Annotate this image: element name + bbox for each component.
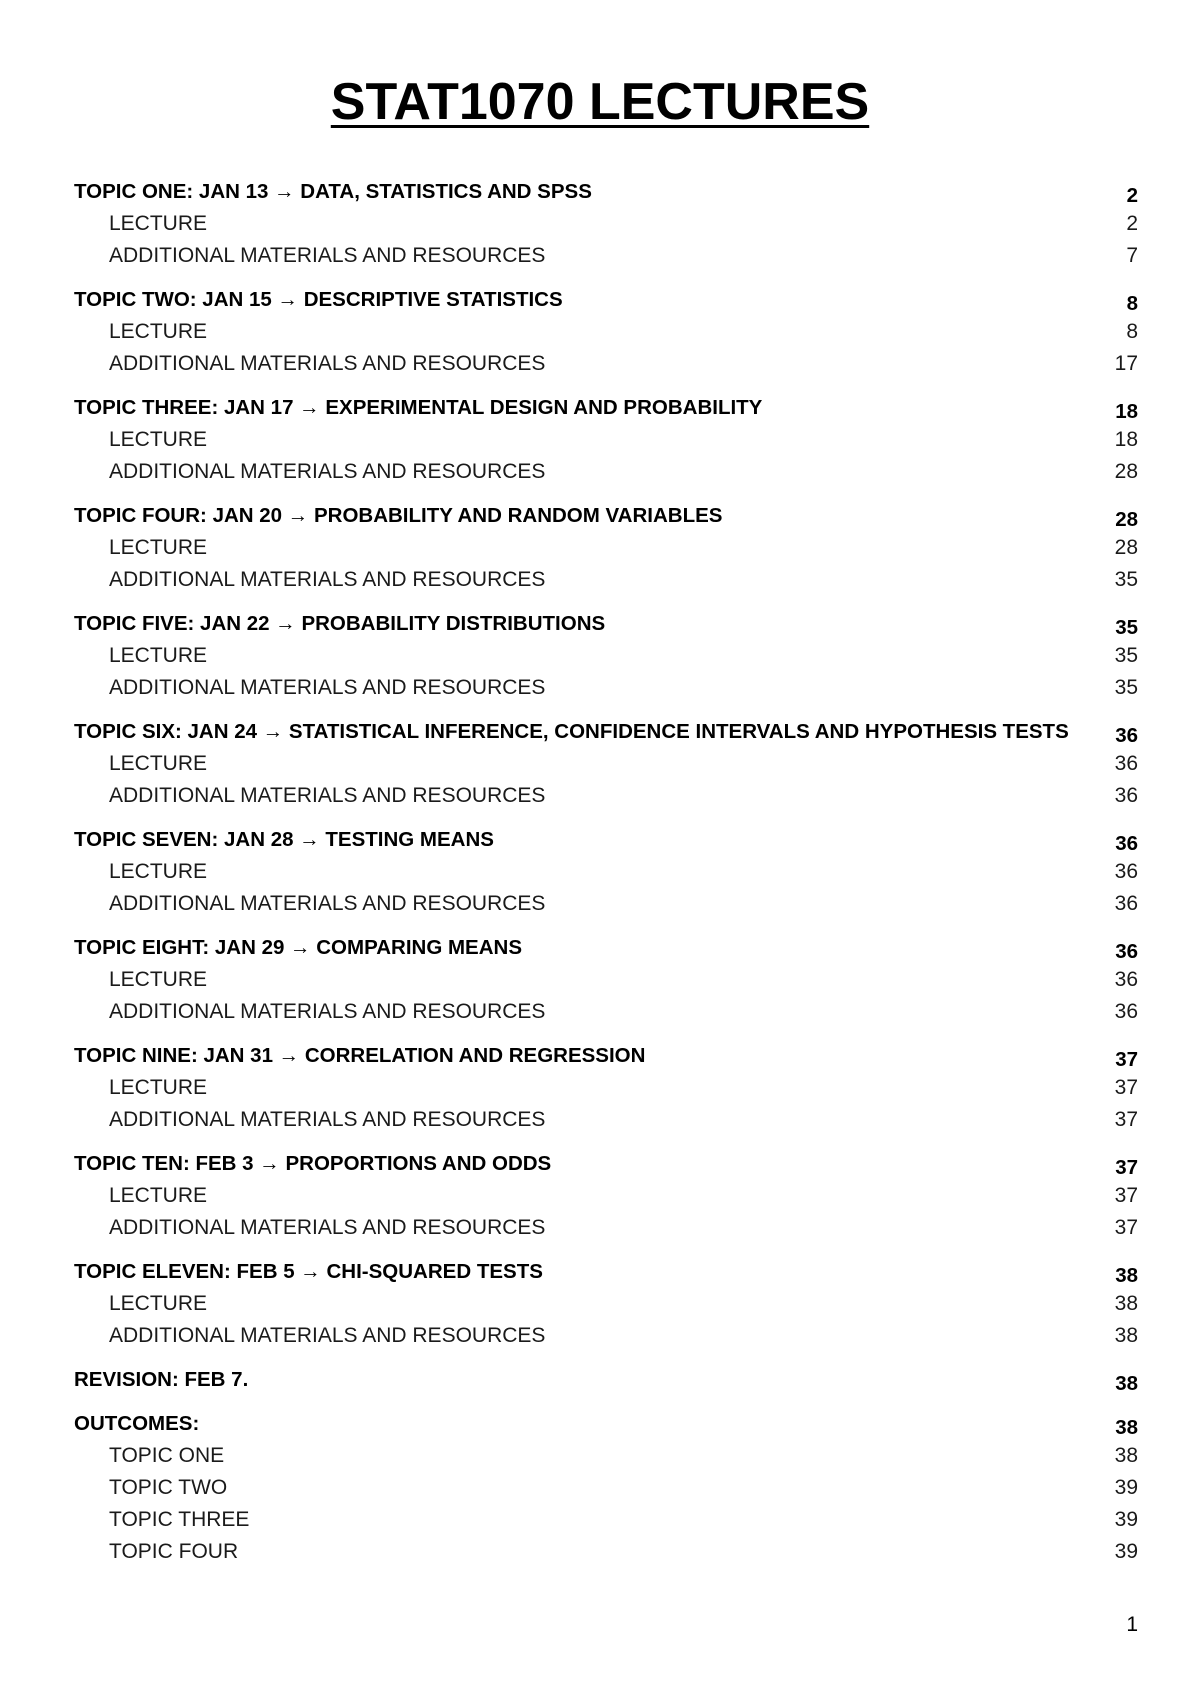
toc-entry-page-number: 37 bbox=[1114, 1184, 1138, 1207]
toc-sub-entry[interactable] bbox=[74, 780, 1138, 812]
toc-entry-page-number: 28 bbox=[1115, 508, 1138, 531]
toc-entry-page-number: 37 bbox=[1114, 1076, 1138, 1099]
toc-entry-label: LECTURE bbox=[109, 212, 208, 235]
toc-entry-label: ADDITIONAL MATERIALS AND RESOURCES bbox=[109, 892, 546, 915]
toc-entry-label: TOPIC TWO: JAN 15 → DESCRIPTIVE STATISTICS bbox=[74, 288, 563, 311]
toc-entry-label: TOPIC FIVE: JAN 22 → PROBABILITY DISTRIBUTIONS bbox=[74, 612, 606, 635]
toc-entry-label: LECTURE bbox=[109, 860, 208, 883]
toc-sub-entry[interactable] bbox=[74, 748, 1138, 780]
toc-topic-entry[interactable] bbox=[74, 176, 1138, 208]
toc-entry-label: TOPIC SIX: JAN 24 → STATISTICAL INFERENCE, CONFIDENCE INTERVALS AND HYPOTHESIS TESTS bbox=[74, 720, 1069, 743]
toc-entry-page-number: 39 bbox=[1114, 1508, 1138, 1531]
toc-entry-label: OUTCOMES: bbox=[74, 1412, 200, 1435]
toc-topic-entry[interactable] bbox=[74, 1364, 1138, 1396]
toc-entry-label: TOPIC ONE bbox=[109, 1444, 225, 1467]
toc-entry-label: LECTURE bbox=[109, 968, 208, 991]
toc-topic-entry[interactable] bbox=[74, 392, 1138, 424]
toc-entry-page-number: 8 bbox=[1126, 320, 1138, 343]
toc-entry-label: ADDITIONAL MATERIALS AND RESOURCES bbox=[109, 244, 546, 267]
toc-entry-page-number: 36 bbox=[1115, 724, 1138, 747]
toc-entry-label: ADDITIONAL MATERIALS AND RESOURCES bbox=[109, 352, 546, 375]
toc-entry-page-number: 36 bbox=[1115, 832, 1138, 855]
toc-entry-label: TOPIC THREE: JAN 17 → EXPERIMENTAL DESIGN AND PROBABILITY bbox=[74, 396, 763, 419]
toc-entry-label: REVISION: FEB 7. bbox=[74, 1368, 249, 1391]
toc-sub-entry[interactable] bbox=[74, 1072, 1138, 1104]
toc-sub-entry[interactable] bbox=[74, 1440, 1138, 1472]
toc-entry-page-number: 38 bbox=[1114, 1444, 1138, 1467]
toc-topic-entry[interactable] bbox=[74, 608, 1138, 640]
toc-entry-label: ADDITIONAL MATERIALS AND RESOURCES bbox=[109, 568, 546, 591]
toc-entry-label: LECTURE bbox=[109, 1292, 208, 1315]
toc-entry-label: ADDITIONAL MATERIALS AND RESOURCES bbox=[109, 1216, 546, 1239]
toc-entry-page-number: 38 bbox=[1115, 1264, 1138, 1287]
toc-sub-entry[interactable] bbox=[74, 1472, 1138, 1504]
toc-entry-page-number: 8 bbox=[1126, 292, 1138, 315]
toc-entry-page-number: 35 bbox=[1114, 644, 1138, 667]
toc-entry-label: TOPIC EIGHT: JAN 29 → COMPARING MEANS bbox=[74, 936, 523, 959]
toc-entry-page-number: 17 bbox=[1114, 352, 1138, 375]
toc-entry-label: TOPIC ELEVEN: FEB 5 → CHI-SQUARED TESTS bbox=[74, 1260, 543, 1283]
toc-entry-label: LECTURE bbox=[109, 428, 208, 451]
toc-entry-page-number: 38 bbox=[1115, 1372, 1138, 1395]
toc-sub-entry[interactable] bbox=[74, 1536, 1138, 1568]
toc-sub-entry[interactable] bbox=[74, 348, 1138, 380]
document-title-wrapper bbox=[0, 72, 1200, 132]
toc-entry-page-number: 28 bbox=[1114, 460, 1138, 483]
footer-page-number: 1 bbox=[1126, 1613, 1138, 1636]
toc-entry-page-number: 7 bbox=[1126, 244, 1138, 267]
toc-sub-entry[interactable] bbox=[74, 424, 1138, 456]
toc-entry-page-number: 37 bbox=[1115, 1048, 1138, 1071]
table-of-contents bbox=[74, 176, 1138, 1568]
toc-topic-entry[interactable] bbox=[74, 500, 1138, 532]
toc-topic-entry[interactable] bbox=[74, 716, 1138, 748]
toc-sub-entry[interactable] bbox=[74, 456, 1138, 488]
toc-sub-entry[interactable] bbox=[74, 1320, 1138, 1352]
toc-sub-entry[interactable] bbox=[74, 532, 1138, 564]
toc-entry-page-number: 38 bbox=[1114, 1324, 1138, 1347]
toc-sub-entry[interactable] bbox=[74, 856, 1138, 888]
document-title: STAT1070 LECTURES bbox=[330, 73, 870, 131]
toc-entry-label: TOPIC TWO bbox=[109, 1476, 228, 1499]
toc-entry-page-number: 36 bbox=[1114, 892, 1138, 915]
toc-topic-entry[interactable] bbox=[74, 284, 1138, 316]
toc-sub-entry[interactable] bbox=[74, 316, 1138, 348]
toc-topic-entry[interactable] bbox=[74, 932, 1138, 964]
toc-entry-page-number: 37 bbox=[1114, 1108, 1138, 1131]
toc-topic-entry[interactable] bbox=[74, 1256, 1138, 1288]
toc-sub-entry[interactable] bbox=[74, 672, 1138, 704]
toc-entry-page-number: 35 bbox=[1115, 616, 1138, 639]
toc-entry-label: LECTURE bbox=[109, 536, 208, 559]
toc-sub-entry[interactable] bbox=[74, 1180, 1138, 1212]
toc-entry-page-number: 38 bbox=[1115, 1416, 1138, 1439]
toc-entry-label: LECTURE bbox=[109, 1076, 208, 1099]
toc-entry-page-number: 36 bbox=[1114, 860, 1138, 883]
toc-sub-entry[interactable] bbox=[74, 208, 1138, 240]
toc-entry-label: ADDITIONAL MATERIALS AND RESOURCES bbox=[109, 460, 546, 483]
toc-topic-entry[interactable] bbox=[74, 1040, 1138, 1072]
toc-entry-page-number: 35 bbox=[1114, 676, 1138, 699]
toc-sub-entry[interactable] bbox=[74, 1288, 1138, 1320]
toc-entry-page-number: 28 bbox=[1114, 536, 1138, 559]
toc-sub-entry[interactable] bbox=[74, 640, 1138, 672]
toc-entry-label: ADDITIONAL MATERIALS AND RESOURCES bbox=[109, 676, 546, 699]
toc-sub-entry[interactable] bbox=[74, 888, 1138, 920]
toc-entry-label: TOPIC ONE: JAN 13 → DATA, STATISTICS AND SPSS bbox=[74, 180, 592, 203]
toc-entry-page-number: 38 bbox=[1114, 1292, 1138, 1315]
toc-entry-page-number: 37 bbox=[1115, 1156, 1138, 1179]
toc-entry-page-number: 36 bbox=[1114, 784, 1138, 807]
toc-entry-page-number: 37 bbox=[1114, 1216, 1138, 1239]
toc-entry-label: TOPIC SEVEN: JAN 28 → TESTING MEANS bbox=[74, 828, 494, 851]
toc-sub-entry[interactable] bbox=[74, 564, 1138, 596]
toc-sub-entry[interactable] bbox=[74, 1212, 1138, 1244]
toc-entry-page-number: 39 bbox=[1114, 1476, 1138, 1499]
toc-sub-entry[interactable] bbox=[74, 1104, 1138, 1136]
toc-entry-label: ADDITIONAL MATERIALS AND RESOURCES bbox=[109, 1108, 546, 1131]
toc-entry-label: LECTURE bbox=[109, 644, 208, 667]
toc-sub-entry[interactable] bbox=[74, 240, 1138, 272]
toc-entry-page-number: 36 bbox=[1114, 752, 1138, 775]
toc-sub-entry[interactable] bbox=[74, 1504, 1138, 1536]
toc-entry-label: ADDITIONAL MATERIALS AND RESOURCES bbox=[109, 1324, 546, 1347]
toc-entry-page-number: 35 bbox=[1114, 568, 1138, 591]
toc-entry-page-number: 2 bbox=[1126, 212, 1138, 235]
toc-entry-page-number: 18 bbox=[1114, 428, 1138, 451]
toc-entry-page-number: 36 bbox=[1114, 968, 1138, 991]
toc-topic-entry[interactable] bbox=[74, 1148, 1138, 1180]
toc-sub-entry[interactable] bbox=[74, 964, 1138, 996]
toc-entry-label: TOPIC FOUR: JAN 20 → PROBABILITY AND RANDOM VARIABLES bbox=[74, 504, 723, 527]
toc-entry-label: TOPIC FOUR bbox=[109, 1540, 239, 1563]
toc-entry-label: ADDITIONAL MATERIALS AND RESOURCES bbox=[109, 784, 546, 807]
toc-entry-label: LECTURE bbox=[109, 1184, 208, 1207]
toc-entry-page-number: 39 bbox=[1114, 1540, 1138, 1563]
toc-entry-label: ADDITIONAL MATERIALS AND RESOURCES bbox=[109, 1000, 546, 1023]
toc-entry-page-number: 2 bbox=[1126, 184, 1138, 207]
toc-sub-entry[interactable] bbox=[74, 996, 1138, 1028]
toc-entry-page-number: 36 bbox=[1115, 940, 1138, 963]
toc-topic-entry[interactable] bbox=[74, 1408, 1138, 1440]
toc-entry-page-number: 18 bbox=[1115, 400, 1138, 423]
toc-entry-page-number: 36 bbox=[1114, 1000, 1138, 1023]
toc-entry-label: TOPIC NINE: JAN 31 → CORRELATION AND REGRESSION bbox=[74, 1044, 646, 1067]
toc-entry-label: LECTURE bbox=[109, 320, 208, 343]
toc-entry-label: TOPIC TEN: FEB 3 → PROPORTIONS AND ODDS bbox=[74, 1152, 552, 1175]
toc-entry-label: LECTURE bbox=[109, 752, 208, 775]
toc-topic-entry[interactable] bbox=[74, 824, 1138, 856]
toc-entry-label: TOPIC THREE bbox=[109, 1508, 250, 1531]
